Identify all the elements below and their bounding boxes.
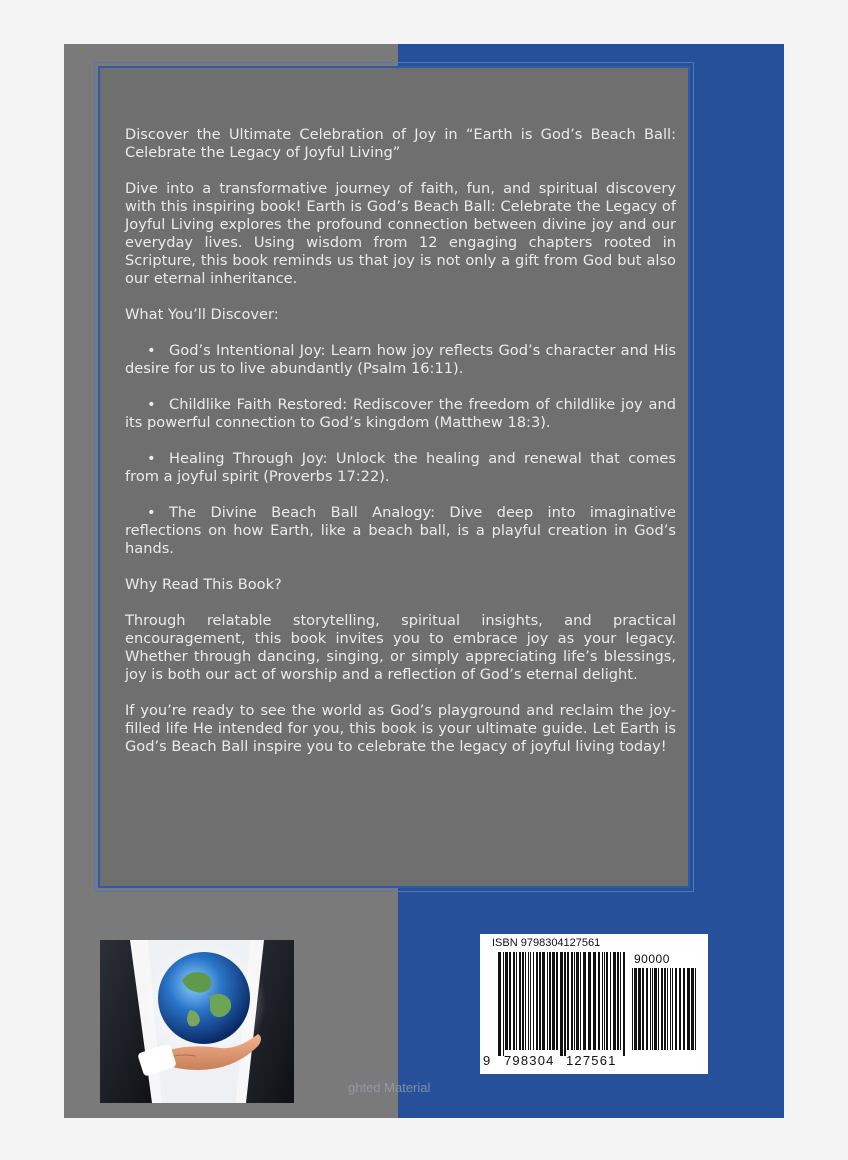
- barcode-bar: [536, 952, 538, 1050]
- barcode-bar: [620, 952, 621, 1050]
- barcode-bar: [606, 952, 608, 1050]
- price-code: 90000: [634, 952, 670, 966]
- barcode-bar: [528, 952, 529, 1050]
- barcode-bar: [672, 968, 673, 1050]
- barcode-bar: [503, 952, 504, 1056]
- earth-in-hand-image: [100, 940, 294, 1103]
- barcode-right-digits: 127561: [566, 1053, 617, 1068]
- barcode-bar: [542, 952, 545, 1050]
- bullet-dot-icon: •: [147, 396, 156, 413]
- barcode-bars: [498, 952, 626, 1056]
- barcode-bar: [571, 952, 573, 1050]
- book-back-cover: [64, 44, 784, 1118]
- barcode-bar: [574, 952, 575, 1050]
- barcode-bar: [634, 968, 637, 1050]
- barcode-bar: [650, 968, 651, 1050]
- bullet-item: [125, 504, 676, 558]
- barcode-bar: [646, 968, 648, 1050]
- barcode-bar: [509, 952, 511, 1050]
- barcode-bar: [564, 952, 566, 1056]
- closing-paragraph: If you’re ready to see the world as God’s playground and reclaim the joy-filled life He intended for you, this book is your ultimate guide. Let Earth is God’s Beach Ball inspire you to celebrate the legacy of joyful living today!: [125, 702, 676, 755]
- copyright-watermark: ghted Material: [348, 1080, 431, 1095]
- barcode-bar: [522, 952, 524, 1050]
- blurb-text: [125, 126, 676, 756]
- why-heading: Why Read This Book?: [125, 576, 282, 593]
- bullet-text: Childlike Faith Restored: Rediscover the freedom of childlike joy and its powerful connection to God’s kingdom (Matthew 18:3).: [125, 396, 676, 431]
- bullet-text: God’s Intentional Joy: Learn how joy reflects God’s character and His desire for us to live abundantly (Psalm 16:11).: [125, 342, 676, 377]
- barcode-bar: [670, 968, 671, 1050]
- barcode-bar: [547, 952, 548, 1050]
- barcode-bar: [567, 952, 569, 1050]
- barcode-bar: [556, 952, 558, 1050]
- barcode-bar: [516, 952, 517, 1050]
- blurb-intro: Dive into a transformative journey of faith, fun, and spiritual discovery with this inspiring book! Earth is God’s Beach Ball: Celebrate the Legacy of Joyful Living explores the profound connection between divine joy and our everyday lives. Using wisdom from 12 engaging chapters rooted in Scripture, this book reminds us that joy is not only a gift from God but also our eternal inheritance.: [125, 180, 676, 287]
- isbn-barcode: [480, 934, 708, 1074]
- blurb-box: [98, 66, 690, 888]
- barcode-bar: [675, 968, 677, 1050]
- barcode-bar: [642, 968, 644, 1050]
- barcode-bar: [533, 952, 534, 1050]
- barcode-bar: [604, 952, 605, 1050]
- barcode-bar: [552, 952, 555, 1050]
- barcode-bar: [679, 968, 681, 1050]
- barcode-bar: [652, 968, 653, 1050]
- barcode-bar: [519, 952, 521, 1050]
- barcode-first-digit: 9: [483, 1053, 491, 1068]
- barcode-bar: [602, 952, 603, 1050]
- bullet-text: The Divine Beach Ball Analogy: Dive deep into imaginative reflections on how Earth, like a beach ball, is a playful creation in God’s hands.: [125, 504, 676, 557]
- barcode-bar: [632, 968, 633, 1050]
- barcode-bar: [580, 952, 581, 1050]
- barcode-bar: [598, 952, 600, 1050]
- bullet-item: [125, 396, 676, 432]
- barcode-bar: [593, 952, 596, 1050]
- bullet-text: Healing Through Joy: Unlock the healing and renewal that comes from a joyful spirit (Proverbs 17:22).: [125, 450, 676, 485]
- barcode-bar: [530, 952, 531, 1050]
- bullet-dot-icon: •: [147, 450, 156, 467]
- barcode-bar: [539, 952, 541, 1050]
- barcode-bar: [617, 952, 619, 1050]
- earth-hand-illustration: [100, 940, 294, 1103]
- barcode-bar: [505, 952, 508, 1050]
- blurb-headline: Discover the Ultimate Celebration of Joy in “Earth is God’s Beach Ball: Celebrate the Legacy of Joyful Living”: [125, 126, 676, 161]
- barcode-bar: [683, 968, 685, 1050]
- barcode-bar: [525, 952, 526, 1050]
- barcode-bar: [549, 952, 551, 1050]
- isbn-label: ISBN 9798304127561: [492, 937, 601, 949]
- barcode-bar: [687, 968, 690, 1050]
- barcode-bar: [576, 952, 579, 1050]
- bullet-item: [125, 342, 676, 378]
- barcode-bar: [695, 968, 696, 1050]
- bullet-item: [125, 450, 676, 486]
- barcode-bar: [588, 952, 591, 1050]
- why-body: Through relatable storytelling, spiritual insights, and practical encouragement, this book invites you to embrace joy as your legacy. Whether through dancing, singing, or simply appreciating life’s blessings, joy is both our act of worship and a reflection of God’s eternal delight.: [125, 612, 676, 683]
- barcode-bar: [661, 968, 663, 1050]
- barcode-bar: [610, 952, 611, 1050]
- barcode-bar: [664, 968, 666, 1050]
- barcode-bar: [623, 952, 625, 1056]
- barcode-left-digits: 798304: [504, 1053, 555, 1068]
- barcode-bar: [560, 952, 563, 1056]
- barcode-bar: [658, 968, 659, 1050]
- bullet-dot-icon: •: [147, 504, 156, 521]
- discover-heading: What You’ll Discover:: [125, 306, 279, 323]
- barcode-bar: [667, 968, 668, 1050]
- barcode-bar: [691, 968, 694, 1050]
- barcode-bar: [654, 968, 657, 1050]
- barcode-bar: [583, 952, 586, 1050]
- barcode-bar: [498, 952, 501, 1056]
- barcode-bar: [638, 968, 641, 1050]
- addon-barcode-bars: [632, 968, 700, 1056]
- barcode-bar: [513, 952, 515, 1050]
- bullet-dot-icon: •: [147, 342, 156, 359]
- barcode-bar: [613, 952, 616, 1050]
